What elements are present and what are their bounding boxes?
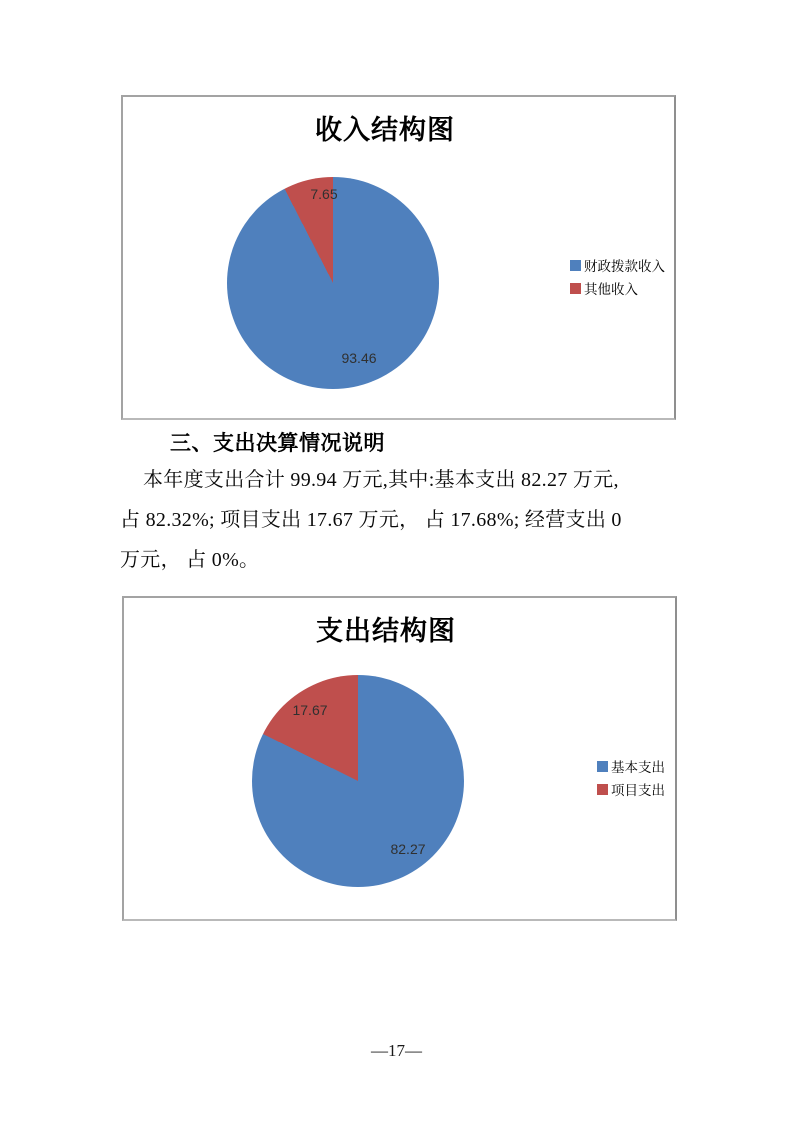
chart-legend [570,257,665,296]
section-heading: 三、支出决算情况说明 [170,432,385,455]
page-number: —17— [371,1041,422,1060]
paragraph-line: 占 82.32%; 项目支出 17.67 万元， 占 17.68%; 经营支出 0 [120,509,622,531]
legend-label: 基本支出 [611,760,665,775]
legend-label: 其他收入 [584,282,638,297]
chart-legend [597,758,665,797]
legend-label: 项目支出 [611,783,665,798]
chart-title: 收入结构图 [315,115,455,145]
pie-slice-label-fiscal-income: 93.46 [341,350,377,366]
legend-swatch-red-icon [597,784,608,795]
chart-title: 支出结构图 [316,616,456,646]
legend-swatch-blue-icon [597,761,608,772]
legend-swatch-red-icon [570,283,581,294]
pie-slice-label-basic-expenditure: 82.27 [390,841,426,857]
income-structure-chart [121,95,676,420]
paragraph-line: 本年度支出合计 99.94 万元,其中:基本支出 82.27 万元, [143,469,619,491]
legend-label: 财政拨款收入 [584,259,665,274]
legend-item [570,257,665,273]
pie-slice-label-other-income: 7.65 [310,186,338,202]
legend-swatch-blue-icon [570,260,581,271]
expenditure-pie [252,675,464,887]
legend-item [597,758,665,774]
legend-item [597,781,665,797]
paragraph-line: 万元， 占 0%。 [120,549,260,571]
pie-slice-label-project-expenditure: 17.67 [292,702,328,718]
income-pie [227,177,439,389]
expenditure-structure-chart [122,596,677,921]
legend-item [570,280,665,296]
